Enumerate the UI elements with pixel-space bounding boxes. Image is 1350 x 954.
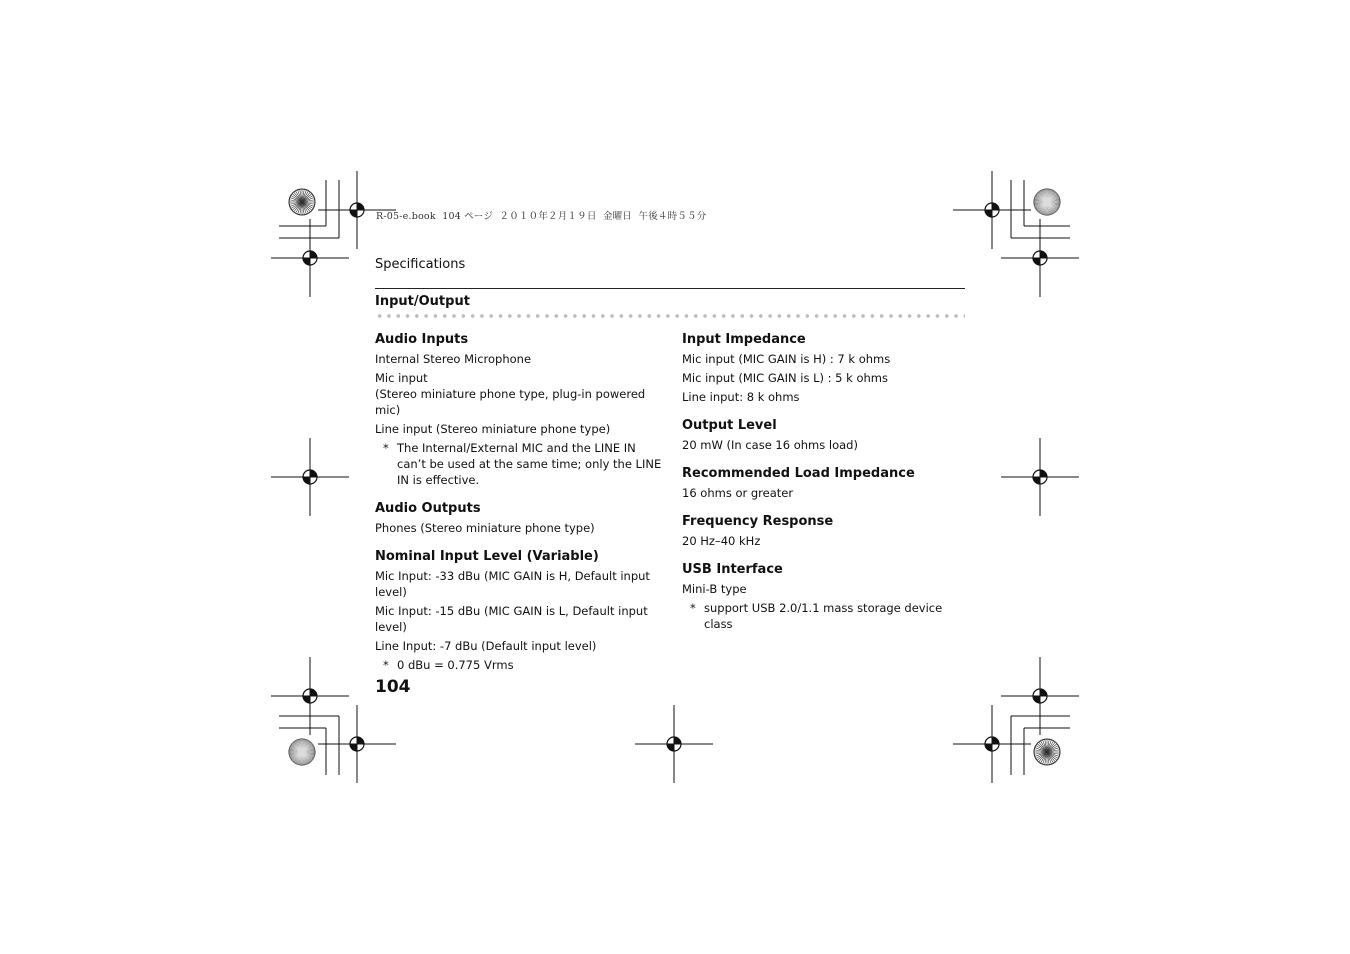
note-asterisk: * [690,601,696,615]
registration-mark-icon [271,219,349,297]
note-text: The Internal/External MIC and the LINE IN can’t be used at the same time; only the LINE IN is effective. [397,441,662,487]
spec-block [375,331,665,488]
spec-item [682,581,972,597]
spec-item [375,568,665,600]
spec-heading: USB Interface [682,562,783,577]
spec-item [682,485,972,501]
spec-heading: Recommended Load Impedance [682,466,915,481]
spec-item-line: (Stereo miniature phone type, plug-in powered mic) [375,387,646,417]
spec-item-line: 16 ohms or greater [682,486,794,500]
spec-note [375,657,665,673]
spec-note [375,440,665,488]
registration-mark-icon [1001,438,1079,516]
spec-item [375,351,665,367]
spec-note [682,600,972,632]
spec-item-line: Line Input: -7 dBu (Default input level) [375,639,597,653]
note-text: 0 dBu = 0.775 Vrms [397,658,514,672]
spec-item-line: 20 Hz–40 kHz [682,534,761,548]
registration-mark-icon [1001,219,1079,297]
star-target-icon [1034,189,1060,215]
dotted-divider [375,314,965,318]
spec-item [682,351,972,367]
registration-mark-icon [318,705,396,783]
star-target-icon [1034,739,1060,765]
spec-heading: Nominal Input Level (Variable) [375,549,599,564]
spec-block [682,417,972,453]
spec-item-line: Mic input [375,371,428,385]
left-column [375,331,665,685]
spec-heading: Input Impedance [682,332,806,347]
star-target-icon [289,739,315,765]
registration-mark-icon [953,171,1031,249]
spec-item-line: Line input (Stereo miniature phone type) [375,422,611,436]
registration-mark-icon [953,705,1031,783]
registration-mark-icon [635,705,713,783]
spec-block [682,561,972,632]
spec-item [375,370,665,418]
header-rule [375,288,965,289]
file-metadata-line: R-05-e.book 104 ページ ２０１０年２月１９日 金曜日 午後４時５５分 [376,211,707,222]
spec-item-line: Mic input (MIC GAIN is L) : 5 k ohms [682,371,888,385]
spec-block [682,513,972,549]
spec-item-line: Phones (Stereo miniature phone type) [375,521,595,535]
spec-block [682,465,972,501]
spec-item [375,421,665,437]
spec-item [375,520,665,536]
spec-item [682,370,972,386]
spec-item-line: Line input: 8 k ohms [682,390,800,404]
spec-item [682,437,972,453]
spec-heading: Audio Outputs [375,501,481,516]
spec-item [682,389,972,405]
spec-item [375,603,665,635]
star-target-icon [289,189,315,215]
running-head: Specifications [375,257,466,272]
spec-item [682,533,972,549]
spec-heading: Frequency Response [682,514,834,529]
spec-heading: Audio Inputs [375,332,469,347]
spec-item-line: Mini-B type [682,582,747,596]
page-number: 104 [375,677,411,697]
spec-item-line: Mic Input: -33 dBu (MIC GAIN is H, Default input level) [375,569,650,599]
spec-block [375,548,665,673]
section-title: Input/Output [375,294,470,309]
spec-item [375,638,665,654]
right-column [682,331,972,644]
registration-mark-icon [271,657,349,735]
spec-item-line: Mic Input: -15 dBu (MIC GAIN is L, Default input level) [375,604,648,634]
spec-item-line: 20 mW (In case 16 ohms load) [682,438,858,452]
spec-item-line: Internal Stereo Microphone [375,352,532,366]
registration-mark-icon [271,438,349,516]
spec-block [375,500,665,536]
spec-block [682,331,972,405]
note-asterisk: * [383,441,389,455]
note-text: support USB 2.0/1.1 mass storage device class [704,601,943,631]
spec-heading: Output Level [682,418,777,433]
registration-mark-icon [1001,657,1079,735]
spec-item-line: Mic input (MIC GAIN is H) : 7 k ohms [682,352,891,366]
note-asterisk: * [383,658,389,672]
